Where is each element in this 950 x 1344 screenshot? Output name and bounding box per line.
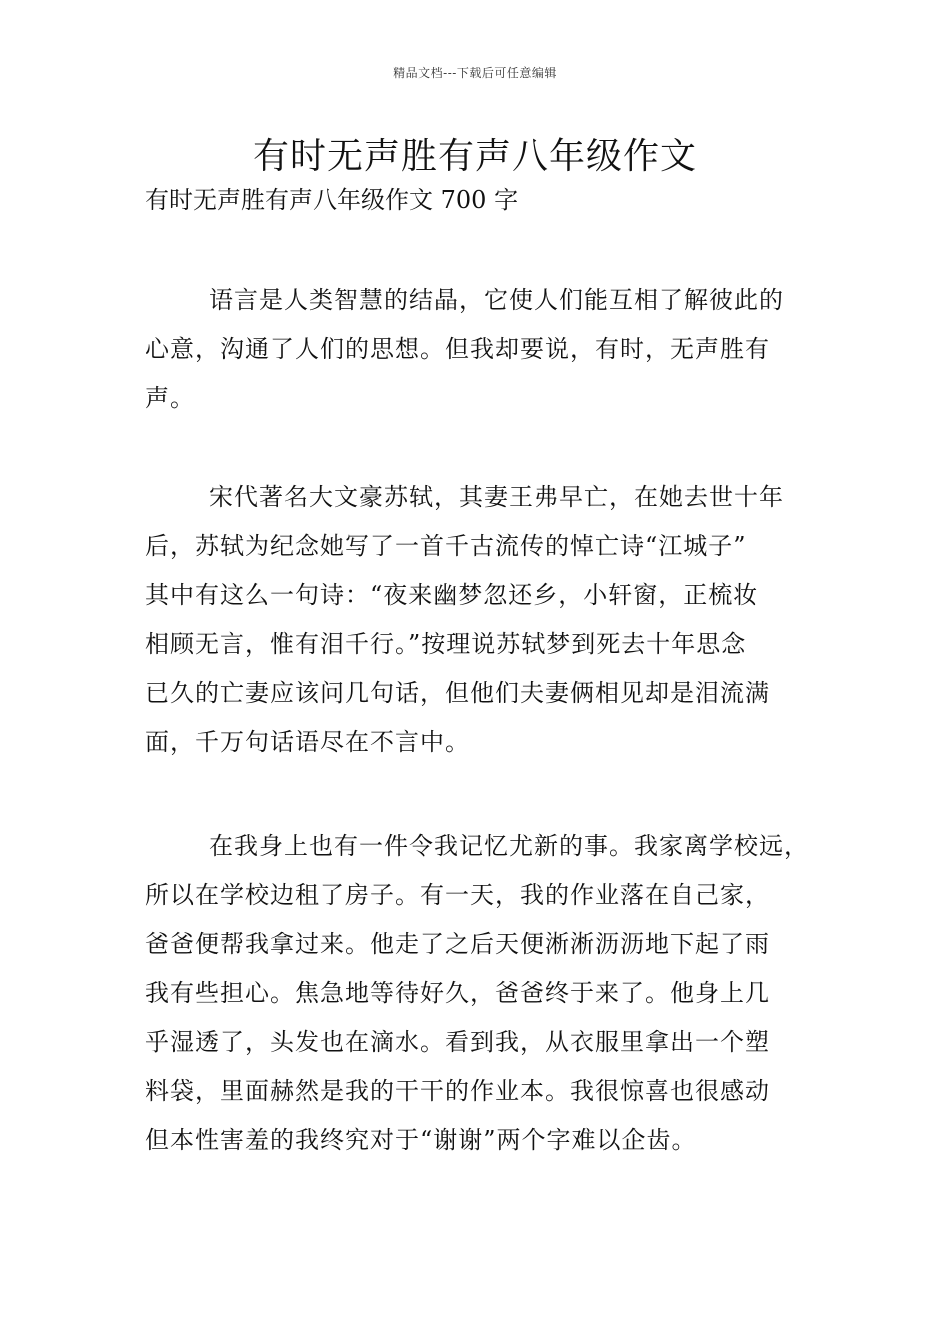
paragraph-1 bbox=[145, 276, 805, 423]
paragraph-line: 料袋，里面赫然是我的干干的作业本。我很惊喜也很感动 bbox=[145, 1077, 770, 1105]
paragraph-line: 在我身上也有一件令我记忆尤新的事。我家离学校远， bbox=[209, 832, 809, 860]
paragraph-line: 语言是人类智慧的结晶，它使人们能互相了解彼此的 bbox=[209, 286, 784, 314]
paragraph-line: 爸爸便帮我拿过来。他走了之后天便淅淅沥沥地下起了雨 bbox=[145, 930, 770, 958]
paragraph-line: 已久的亡妻应该问几句话，但他们夫妻俩相见却是泪流满 bbox=[145, 679, 770, 707]
paragraph-line: 后，苏轼为纪念她写了一首千古流传的悼亡诗“江城子” bbox=[145, 532, 747, 560]
paragraph-line: 但本性害羞的我终究对于“谢谢”两个字难以企齿。 bbox=[145, 1126, 697, 1154]
header-note: 精品文档---下载后可任意编辑 bbox=[393, 66, 557, 80]
paragraph-line: 我有些担心。焦急地等待好久，爸爸终于来了。他身上几 bbox=[145, 979, 770, 1007]
paragraph-line: 宋代著名大文豪苏轼，其妻王弗早亡，在她去世十年 bbox=[209, 483, 784, 511]
paragraph-line: 面，千万句话语尽在不言中。 bbox=[145, 728, 470, 756]
paragraph-line: 乎湿透了，头发也在滴水。看到我，从衣服里拿出一个塑 bbox=[145, 1028, 770, 1056]
paragraph-line: 相顾无言，惟有泪千行。”按理说苏轼梦到死去十年思念 bbox=[145, 630, 747, 658]
paragraph-line: 所以在学校边租了房子。有一天，我的作业落在自己家， bbox=[145, 881, 770, 909]
document-subtitle: 有时无声胜有声八年级作文 700 字 bbox=[145, 186, 519, 214]
paragraph-3 bbox=[145, 822, 809, 1165]
document-title: 有时无声胜有声八年级作文 bbox=[252, 136, 697, 177]
paragraph-line: 声。 bbox=[145, 384, 195, 412]
paragraph-line: 心意，沟通了人们的思想。但我却要说，有时，无声胜有 bbox=[145, 335, 770, 363]
paragraph-2 bbox=[145, 473, 805, 767]
paragraph-line: 其中有这么一句诗：“夜来幽梦忽还乡，小轩窗，正梳妆 bbox=[145, 581, 759, 609]
